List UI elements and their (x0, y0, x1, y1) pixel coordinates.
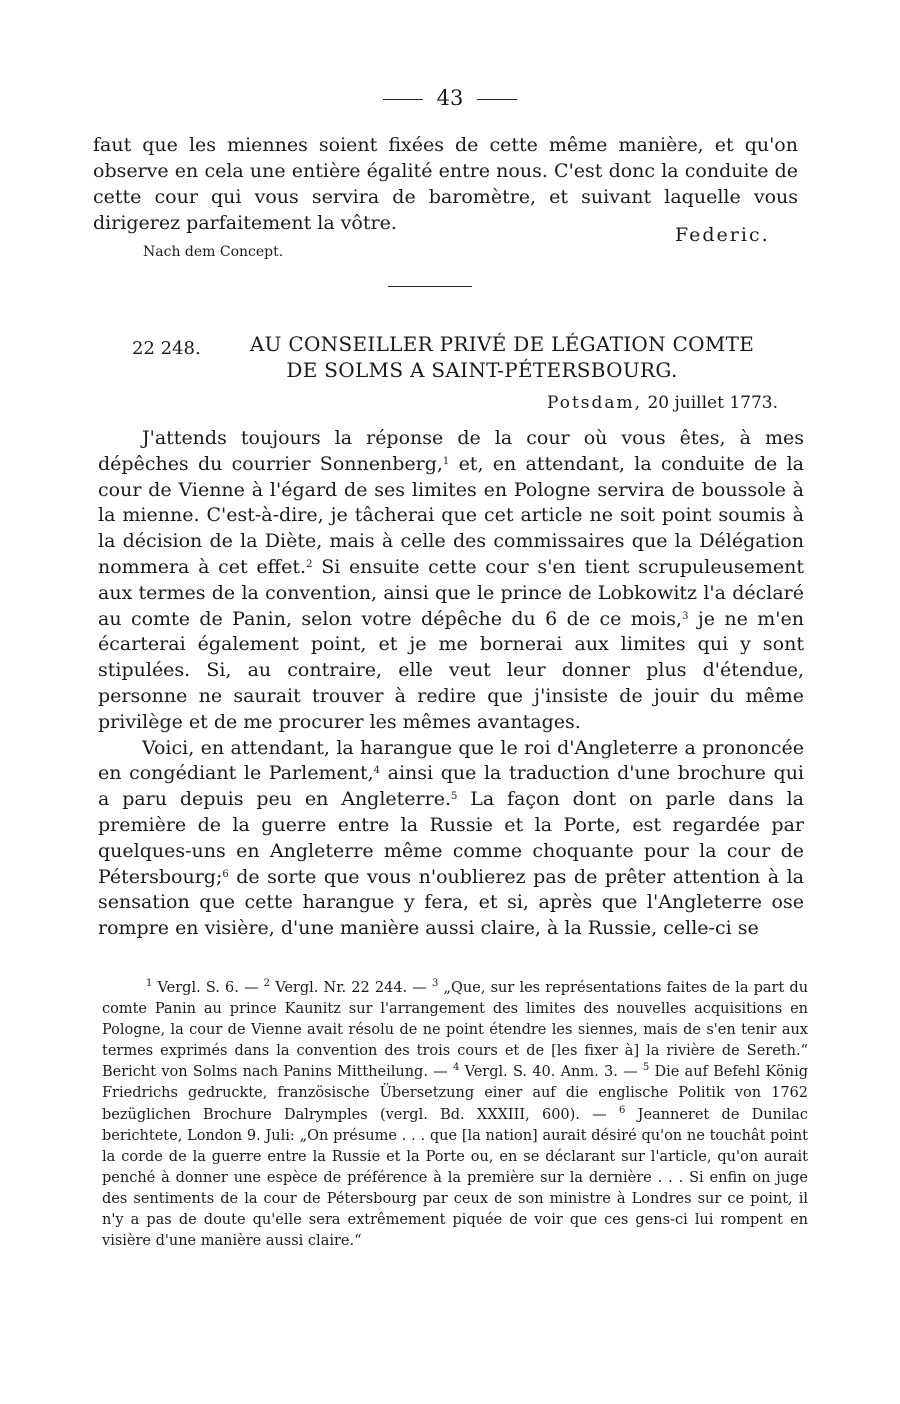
previous-letter-ending (93, 132, 798, 236)
paragraph-text: je ne m'en écarterai également point, et je me bornerai aux limites qui y sont stipulées. Si, au contraire, elle veut leur donner plus d'étendue, personne ne saurait trouver à redire que j'insiste de jouir du même privilège et de me procurer les mêmes avantages. (98, 607, 805, 733)
paragraph-text: La façon dont on parle dans la première de la guerre entre la Russie et la Porte, est regardée par quelques-uns en Angleterre même comme choquante pour la cour de Pétersbourg; (98, 788, 804, 888)
footnote-6: Jeanneret de Dunilac berichtete, London 9. Juli: „On présume . . . que [la nation] aurait désiré qu'on ne touchât point la corde de la guerre entre la Russie et la Porte ou, en se déclarant sur l'article, qu'on aurait penché à donner une espèce de préférence à la première sur la dernière . . . Si enfin on juge des sentiments de la cour de Pétersbourg par ceux de son ministre à Londres sur ce point, il n'y a pas de doute qu'elle sera extrêmement piquée de voir que ces gens-ci lui rompent en visière d'une manière aussi claire.“ (102, 1106, 809, 1250)
paragraph-text: J'attends toujours la réponse de la cour où vous êtes, à mes dépêches du courrier Sonnenberg, (98, 427, 804, 475)
dateline (540, 393, 778, 413)
footnote-number: 5 (642, 1062, 650, 1074)
footnote-3: „Que, sur les représentations faites de la part du comte Panin au prince Kaunitz sur l'arrangement des limites des nouvelles acquisitions en Pologne, la cour de Vienne avait résolu de ne point étendre les siennes, mais de s'en tenir aux termes exprimés dans la convention des trois cours et de [les fixer à] la rivière de Sereth.“ Bericht von Solms nach Panins Mittheilung. — (102, 980, 809, 1081)
footnote-2: Vergl. Nr. 22 244. — (275, 980, 427, 996)
page-number: 43 (436, 86, 464, 110)
paragraph-text: de sorte que vous n'oublierez pas de prêter attention à la sensation que cette harangue y fera, et si, après que l'Angleterre ose rompre en visière, d'une manière aussi claire, à la Russie, celle-ci se (98, 865, 804, 940)
header-rule-right (477, 99, 517, 100)
dateline-place: Potsdam, (546, 393, 643, 413)
signature: Federic. (675, 224, 770, 246)
previous-letter-text: faut que les miennes soient fixées de cette même manière, et qu'on observe en cela une entière égalité entre nous. C'est donc la conduite de cette cour qui vous servira de baromètre, et suivant laquelle vous dirigerez parfaitement la vôtre. (93, 134, 798, 234)
footnote-block (102, 978, 808, 1252)
dateline-date: 20 juillet 1773. (647, 393, 778, 413)
header-rule-left (383, 99, 423, 100)
footnote-mark: 4 (373, 765, 381, 777)
footnote-number: 2 (263, 978, 271, 989)
source-note: Nach dem Concept. (143, 244, 284, 260)
footnote-5: Die auf Befehl König Friedrichs gedruckte, französische Übersetzung einer auf die englische Politik von 1762 bezüglichen Brochure Dalrymples (vergl. Bd. XXXIII, 600). — (102, 1064, 808, 1123)
footnote-mark: 6 (222, 868, 229, 880)
footnote-number: 4 (452, 1062, 460, 1074)
footnote-1: Vergl. S. 6. — (157, 980, 259, 996)
paragraph-2 (98, 736, 804, 942)
footnote-number: 6 (618, 1104, 626, 1116)
footnote-mark: 3 (682, 610, 689, 622)
letter-number: 22 248. (132, 338, 201, 359)
paragraph-text: Si ensuite cette cour s'en tient scrupuleusement aux termes de la convention, ainsi que le prince de Lobkowitz l'a déclaré au comte de Panin, selon votre dépêche du 6 de ce mois, (98, 555, 804, 630)
footnote-4: Vergl. S. 40. Anm. 3. — (464, 1064, 638, 1081)
letter-title-line2: DE SOLMS A SAINT-PÉTERSBOURG. (286, 358, 678, 382)
letter-title-line1: AU CONSEILLER PRIVÉ DE LÉGATION COMTE (249, 332, 755, 356)
paragraph-text: ainsi que la traduction d'une brochure qui a paru depuis peu en Angleterre. (98, 762, 805, 811)
section-divider (388, 286, 472, 287)
footnote-mark: 2 (306, 558, 313, 570)
paragraph-1 (98, 426, 804, 736)
footnote-number: 1 (146, 978, 153, 989)
paragraph-text: et, en attendant, la conduite de la cour de Vienne à l'égard de ses limites en Pologne servira de boussole à la mienne. C'est-à-dire, je tâcherai que cet article ne soit point soumis à la décision de la Diète, mais à celle des commissaires que la Délégation nommera à cet effet. (98, 452, 804, 578)
letter-title (222, 331, 782, 383)
footnote-mark: 1 (442, 455, 450, 467)
letter-body (98, 426, 804, 942)
footnote-mark: 5 (451, 791, 458, 803)
footnote-number: 3 (432, 978, 439, 989)
paragraph-text: Voici, en attendant, la harangue que le roi d'Angleterre a prononcée en congédiant le Parlement, (98, 736, 804, 785)
footnotes (102, 978, 808, 1252)
page-header (0, 86, 900, 110)
